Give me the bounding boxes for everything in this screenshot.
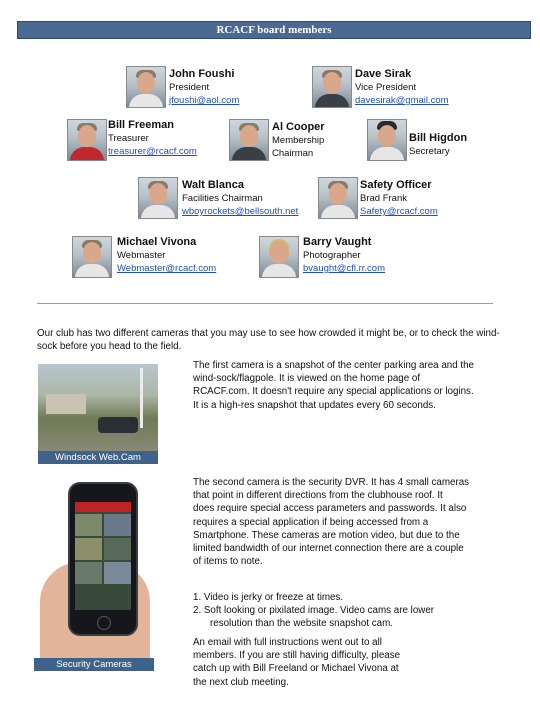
security-cameras-label[interactable]: Security Cameras <box>34 658 154 671</box>
member-role-line2: Chairman <box>272 148 314 159</box>
michael-vivona-photo <box>72 236 112 278</box>
member-name: Michael Vivona <box>117 236 197 248</box>
member-email-link[interactable]: wboyrockets@bellsouth.net <box>182 206 299 217</box>
al-cooper-photo <box>229 119 269 161</box>
section-divider <box>37 303 493 304</box>
member-role: Webmaster <box>117 250 166 261</box>
note-item: 1. Video is jerky or freeze at times. <box>193 592 344 603</box>
member-email-link[interactable]: davesirak@gmail.com <box>355 95 449 106</box>
text-line: members. If you are still having difficulty, please <box>193 650 401 662</box>
dave-sirak-photo <box>312 66 352 108</box>
member-email-link[interactable]: bvaught@cfl.rr.com <box>303 263 385 274</box>
member-role: Photographer <box>303 250 361 261</box>
member-role: Secretary <box>409 146 450 157</box>
text-line: The first camera is a snapshot of the center parking area and the <box>193 360 475 371</box>
member-role: Facilities Chairman <box>182 193 263 204</box>
note-item-continued: resolution than the website snapshot cam. <box>210 618 393 630</box>
text-line: limited bandwidth of our internet connection there are a couple <box>193 543 464 555</box>
member-name: Safety Officer <box>360 179 432 191</box>
member-name: Bill Higdon <box>409 132 468 144</box>
closing-text <box>193 636 523 689</box>
member-name: Dave Sirak <box>355 68 412 80</box>
text-line: RCACF.com. It doesn't require any special applications or logins. <box>193 386 474 398</box>
member-card-michael-vivona <box>117 235 216 275</box>
member-card-al-cooper <box>272 120 325 160</box>
bill-freeman-photo <box>67 119 107 161</box>
cameras-intro: Our club has two different cameras that you may use to see how crowded it might be, or to check the wind-sock before you head to the field. <box>37 328 500 353</box>
member-email-link[interactable]: Webmaster@rcacf.com <box>117 263 217 274</box>
security-camera-phone-image[interactable] <box>34 474 156 670</box>
member-name: Bill Freeman <box>108 119 175 131</box>
second-camera-text <box>193 476 523 568</box>
text-line: An email with full instructions went out to all <box>193 637 382 648</box>
member-name: Al Cooper <box>272 121 325 133</box>
member-role: Brad Frank <box>360 193 407 204</box>
bill-higdon-photo <box>367 119 407 161</box>
brad-frank-photo <box>318 177 358 219</box>
member-name: Barry Vaught <box>303 236 372 248</box>
camera-notes-list <box>193 591 523 631</box>
member-card-safety-officer <box>360 178 438 218</box>
text-line: of items to note. <box>193 556 263 568</box>
text-line: does require special access parameters and passwords. It also <box>193 503 467 515</box>
member-email-link[interactable]: jfoushi@aol.com <box>169 95 240 106</box>
member-role: Membership <box>272 135 325 146</box>
windsock-webcam-label[interactable]: Windsock Web.Cam <box>38 451 158 464</box>
text-line: that point in different directions from the clubhouse roof. It <box>193 490 443 502</box>
member-card-walt-blanca <box>182 178 298 218</box>
member-card-dave-sirak <box>355 67 449 107</box>
text-line: catch up with Bill Freeland or Michael Vivona at <box>193 663 399 675</box>
text-line: The second camera is the security DVR. It has 4 small cameras <box>193 477 470 488</box>
member-card-bill-higdon <box>409 131 467 158</box>
member-card-barry-vaught <box>303 235 385 275</box>
first-camera-text <box>193 359 523 412</box>
member-card-john-foushi <box>169 67 239 107</box>
walt-blanca-photo <box>138 177 178 219</box>
member-name: John Foushi <box>169 68 235 80</box>
barry-vaught-photo <box>259 236 299 278</box>
member-role: Vice President <box>355 82 417 93</box>
text-line: wind-sock/flagpole. It is viewed on the home page of <box>193 373 421 385</box>
page-banner: RCACF board members <box>17 21 531 39</box>
member-card-bill-freeman <box>108 118 197 158</box>
text-line: requires a special application if being accessed from a <box>193 516 429 528</box>
member-role: Treasurer <box>108 133 149 144</box>
text-line: It is a high-res snapshot that updates every 60 seconds. <box>193 399 436 411</box>
text-line: the next club meeting. <box>193 676 289 688</box>
note-item: 2. Soft looking or pixilated image. Video cams are lower <box>193 605 435 617</box>
john-foushi-photo <box>126 66 166 108</box>
windsock-webcam-image[interactable] <box>38 364 158 454</box>
member-name: Walt Blanca <box>182 179 244 191</box>
text-line: Smartphone. These cameras are motion video, but due to the <box>193 529 460 541</box>
member-email-link[interactable]: Safety@rcacf.com <box>360 206 438 217</box>
member-role: President <box>169 82 210 93</box>
member-email-link[interactable]: treasurer@rcacf.com <box>108 146 197 157</box>
